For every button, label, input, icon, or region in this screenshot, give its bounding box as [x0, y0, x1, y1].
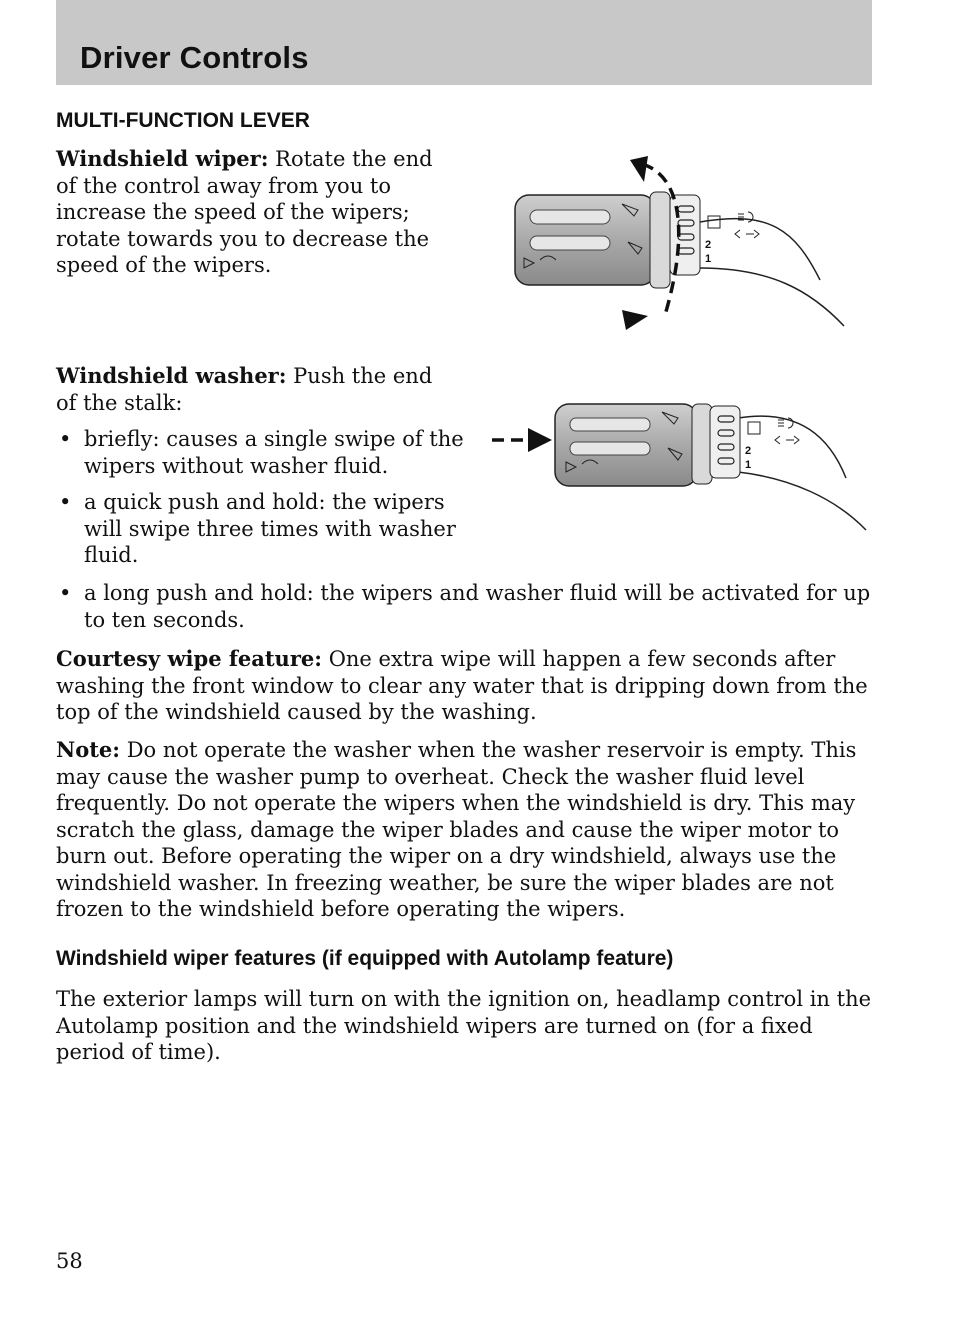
bullet-text: a long push and hold: the wipers and washer fluid will be activated for up to ten seconds. — [84, 581, 871, 632]
grip-ridge — [530, 236, 610, 250]
autolamp-heading: Windshield wiper features (if equipped with Autolamp feature) — [56, 947, 674, 970]
section-title: MULTI-FUNCTION LEVER — [56, 109, 310, 132]
note-text: Do not operate the washer when the washer reservoir is empty. This may cause the washer pump to overheat. Check the washer fluid level frequently. Do not operate the wipers when the windshield is dry. This may scratch the glass, damage the wiper blades and cause the wiper motor to burn out. Before operating the wiper on a dry windshield, always use the windshield washer. In freezing weather, be sure the wiper blades are not frozen to the windshield before operating the wipers. — [56, 738, 857, 921]
wiper-lead: Windshield wiper: — [56, 146, 269, 171]
stalk-lower-edge — [700, 268, 844, 326]
washer-push-illustration — [490, 398, 870, 538]
washer-lead: Windshield washer: — [56, 363, 287, 388]
bullet-dot: • — [59, 490, 72, 514]
turn-signal-icon — [735, 230, 759, 238]
wiper-mode-icon — [708, 216, 720, 228]
wiper-mode-icon — [748, 422, 760, 434]
courtesy-lead: Courtesy wipe feature: — [56, 646, 323, 671]
grip-ridge — [570, 418, 650, 431]
figure-label-2: 2 — [745, 445, 752, 457]
wiper-rotate-illustration — [510, 150, 850, 335]
wiper-paragraph — [56, 146, 456, 279]
rotate-down-arrow-icon — [622, 310, 648, 330]
turn-signal-icon — [775, 436, 799, 444]
washer-text: Push the end of the stalk: — [56, 364, 433, 415]
rotate-up-arrow-icon — [630, 156, 648, 182]
page-number: 58 — [56, 1249, 83, 1273]
note-paragraph — [56, 737, 872, 923]
header-band — [56, 0, 872, 85]
stalk-lower-edge — [738, 472, 866, 530]
figure-label-1: 1 — [745, 459, 752, 471]
courtesy-text: One extra wipe will happen a few seconds after washing the front window to clear any water that is dripping down from the top of the windshield caused by the washing. — [56, 647, 868, 724]
washer-bullet — [56, 489, 464, 569]
washer-bullet — [56, 580, 872, 633]
grip-ridge — [530, 210, 610, 224]
washer-paragraph — [56, 363, 456, 416]
grip-ridge — [570, 442, 650, 455]
figure-label-2: 2 — [705, 239, 712, 251]
bullet-dot: • — [59, 427, 72, 451]
bullet-text: a quick push and hold: the wipers will swipe three times with washer fluid. — [84, 490, 456, 567]
autolamp-paragraph: The exterior lamps will turn on with the ignition on, headlamp control in the Autolamp position and the windshield wipers are turned on (for a fixed period of time). — [56, 987, 872, 1064]
courtesy-paragraph — [56, 646, 872, 726]
intermittent-ring — [710, 406, 740, 478]
page-header-title: Driver Controls — [80, 40, 309, 75]
washer-bullet — [56, 426, 464, 479]
bullet-text: briefly: causes a single swipe of the wipers without washer fluid. — [84, 427, 464, 478]
bullet-dot: • — [59, 581, 72, 605]
push-arrow-icon — [528, 428, 552, 452]
wiper-text: Rotate the end of the control away from you to increase the speed of the wipers; rotate towards you to decrease the speed of the wipers. — [56, 147, 433, 277]
speed-ring — [650, 192, 670, 288]
note-lead: Note: — [56, 737, 121, 762]
speed-ring — [692, 404, 712, 484]
figure-label-1: 1 — [705, 253, 712, 265]
